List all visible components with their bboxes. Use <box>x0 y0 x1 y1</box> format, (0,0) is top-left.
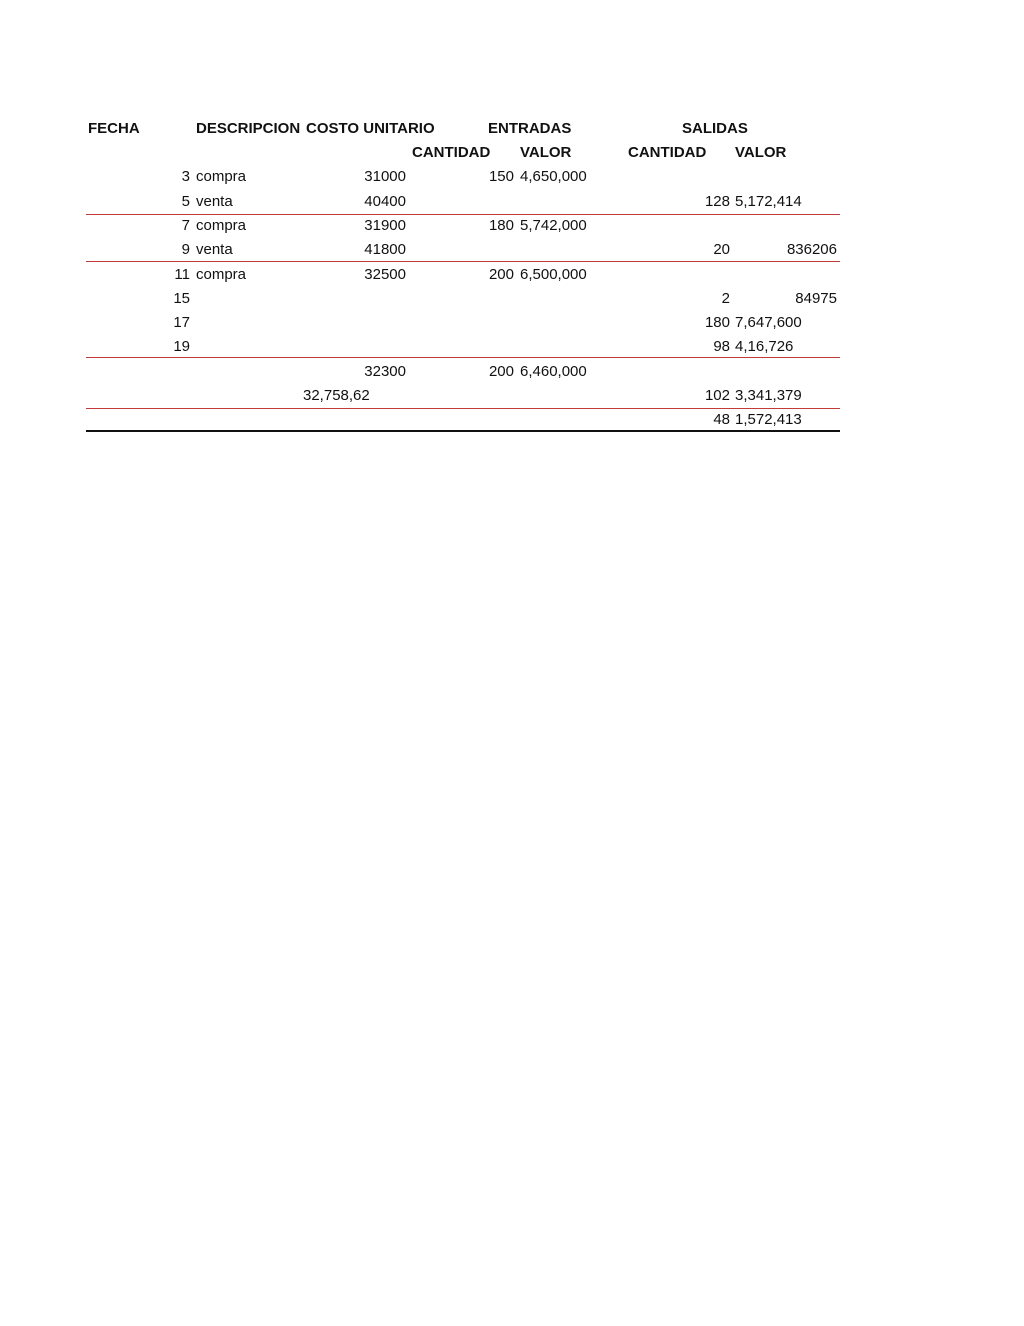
cell-salida-cantidad: 20 <box>713 241 730 258</box>
header-salidas-valor: VALOR <box>735 144 787 161</box>
cell-entrada-valor: 6,500,000 <box>520 266 587 283</box>
table-bottom-border <box>86 430 840 432</box>
header-fecha: FECHA <box>88 120 140 137</box>
cell-entrada-cantidad: 200 <box>488 266 514 283</box>
cell-entrada-cantidad: 200 <box>488 363 514 380</box>
header-entradas-cantidad: CANTIDAD <box>412 144 491 161</box>
cell-salida-valor: 836206 <box>786 241 837 258</box>
cell-fecha: 3 <box>181 168 190 185</box>
cell-costo-unitario: 32500 <box>364 266 406 283</box>
cell-fecha: 15 <box>173 290 190 307</box>
cell-salida-valor: 3,341,379 <box>735 387 802 404</box>
cell-costo-unitario: 40400 <box>364 193 406 210</box>
header-entradas-valor: VALOR <box>520 144 572 161</box>
cell-costo-unitario: 31000 <box>364 168 406 185</box>
cell-salida-valor: 84975 <box>795 290 837 307</box>
header-salidas: SALIDAS <box>682 120 748 137</box>
cell-salida-valor: 5,172,414 <box>735 193 802 210</box>
separator-line <box>86 357 840 358</box>
header-entradas: ENTRADAS <box>488 120 572 137</box>
cell-entrada-cantidad: 150 <box>488 168 514 185</box>
cell-entrada-cantidad: 180 <box>488 217 514 234</box>
separator-line <box>86 214 840 215</box>
cell-costo-promedio: 32,758,62 <box>303 387 370 404</box>
cell-fecha: 5 <box>181 193 190 210</box>
separator-line <box>86 261 840 262</box>
cell-salida-valor: 7,647,600 <box>735 314 802 331</box>
cell-descripcion: compra <box>196 168 247 185</box>
cell-descripcion: venta <box>196 193 233 210</box>
cell-fecha: 17 <box>173 314 190 331</box>
header-salidas-cantidad: CANTIDAD <box>628 144 707 161</box>
cell-costo-unitario: 31900 <box>364 217 406 234</box>
cell-entrada-valor: 4,650,000 <box>520 168 587 185</box>
cell-fecha: 19 <box>173 338 190 355</box>
cell-salida-valor: 1,572,413 <box>735 411 802 428</box>
cell-costo-unitario: 41800 <box>364 241 406 258</box>
cell-fecha: 11 <box>174 266 190 283</box>
cell-salida-cantidad: 98 <box>713 338 730 355</box>
cell-fecha: 7 <box>181 217 190 234</box>
cell-fecha: 9 <box>181 241 190 258</box>
header-costo-unitario: COSTO UNITARIO <box>306 120 435 137</box>
cell-salida-cantidad: 2 <box>721 290 730 307</box>
cell-descripcion: venta <box>196 241 233 258</box>
cell-costo-unitario: 32300 <box>364 363 406 380</box>
cell-salida-cantidad: 180 <box>704 314 730 331</box>
cell-entrada-valor: 5,742,000 <box>520 217 587 234</box>
cell-salida-valor: 4,16,726 <box>735 338 794 355</box>
cell-salida-cantidad: 48 <box>713 411 730 428</box>
separator-line <box>86 408 840 409</box>
header-descripcion: DESCRIPCION <box>196 120 301 137</box>
cell-descripcion: compra <box>196 266 247 283</box>
cell-salida-cantidad: 128 <box>704 193 730 210</box>
cell-descripcion: compra <box>196 217 247 234</box>
cell-entrada-valor: 6,460,000 <box>520 363 587 380</box>
cell-salida-cantidad: 102 <box>704 387 730 404</box>
